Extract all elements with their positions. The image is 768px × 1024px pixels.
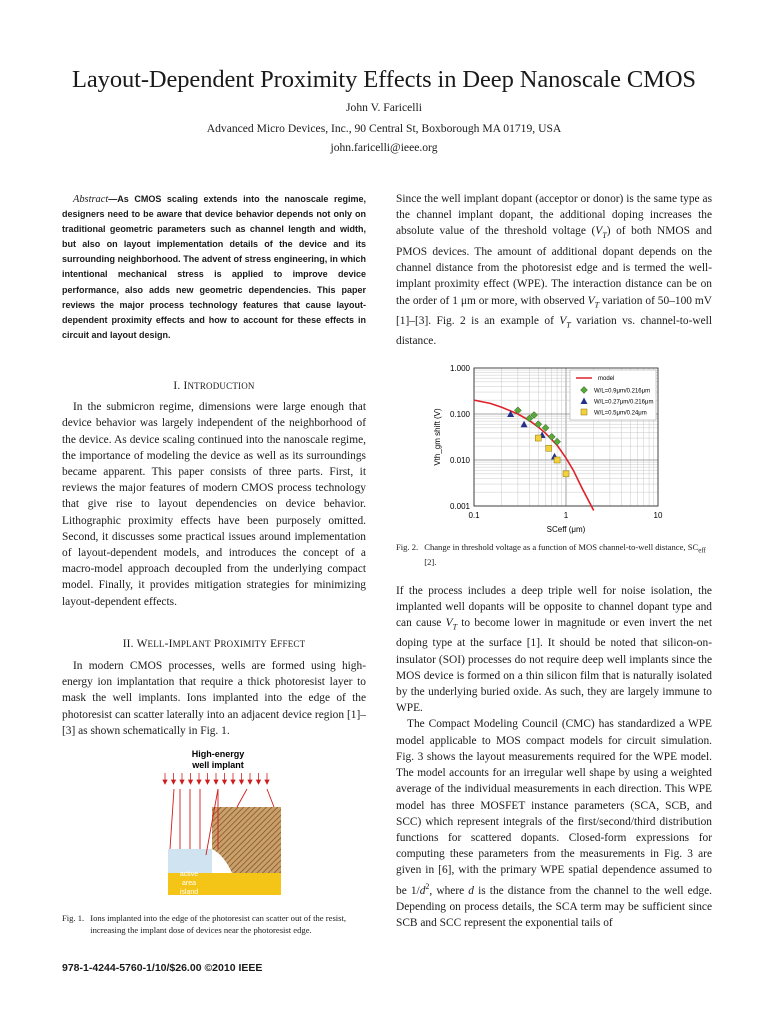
author-affiliation: Advanced Micro Devices, Inc., 90 Central St, Boxborough MA 01719, USA (206, 122, 562, 135)
right-paragraph-3: The Compact Modeling Council (CMC) has standardized a WPE model applicable to MOS compact models for circuit simulation. Fig. 3 shows the layout measurements required for the WPE model. The model accounts for an irregular well shape by using a weighted average of the individual measurements in each direction. This WPE model has three MOSFET instance parameters (SCA, SCB, and SCC) which represent integrals of the first/second/third distribution functions for scattered dopants. Closed-form expressions for computing these parameters from the measurements in Fig. 3 are given in [6], with the primary WPE spatial dependence assumed to be $1/d^2$, where d is the distance from the channel to the well edge. Depending on process details, the SCA term may be sufficient since SCB and SCC represent the exponential tails of (396, 718, 712, 929)
data-point-square (535, 435, 541, 441)
x-tick-label: 1 (563, 510, 569, 520)
x-tick-label: 0.1 (468, 510, 480, 520)
figure-2-caption (396, 542, 712, 569)
implant-arrow (248, 780, 252, 784)
implant-arrow (189, 780, 193, 784)
legend-entry: model (598, 375, 615, 382)
region-label-line2: area (181, 880, 197, 887)
y-tick-label: 1.000 (449, 363, 470, 373)
right-paragraph-1: Since the well implant dopant (acceptor or donor) is the same type as the channel implant dopant, the additional doping increases the absolute value of the threshold voltage $(V_T)$ of both NMOS and PMOS devices. The amount of additional dopant depends on the channel distance from the photoresist edge and is termed the well-implant proximity effect (WPE). The interaction distance can be on the order of 1 μm or more, with observed $V_T$ variation of 50–100 mV [1]–[3]. Fig. 2 is an example of $V_T$ variation vs. channel-to-well distance. (396, 193, 712, 348)
implant-arrow (206, 780, 210, 784)
implant-arrow (231, 780, 235, 784)
legend-entry: W/L=0.27μm/0.216μm (594, 399, 654, 406)
figure-1-caption (62, 913, 366, 936)
figure-1-label: Fig. 1. (62, 913, 85, 923)
right-paragraph-2: If the process includes a deep triple well for noise isolation, the implanted well dopants will be opposite to channel dopant type and can cause $V_T$ to become lower in magnitude or even invert the net doping type at the surface [1]. It should be noted that silicon-on-insulator (SOI) processes do not require deep well implants since the MOS device is formed on a thin silicon film that is naturally isolated by the underlying buried oxide. As such, they are largely immune to WPE. (396, 584, 712, 715)
data-point-diamond (535, 420, 542, 427)
data-point-square (581, 409, 587, 415)
implant-arrow (257, 780, 261, 784)
implant-arrow (197, 780, 201, 784)
y-tick-label: 0.001 (449, 501, 470, 511)
figure-1-title-line1: High-energy (191, 749, 245, 759)
figure-2-label: Fig. 2. (396, 541, 419, 552)
section-heading-wpe: II. WELL-IMPLANT PROXIMITY EFFECT (122, 637, 306, 650)
figure-2-chart (396, 360, 712, 536)
y-axis-label: Vth_gm shift (V) (433, 407, 442, 466)
figure-1-caption-text: Ions implanted into the edge of the photoresist can scatter out of the resist, increasing the implant dose of devices near the photoresist edge. (90, 913, 347, 935)
implant-arrow (163, 780, 167, 784)
data-point-square (563, 471, 569, 477)
y-tick-label: 0.100 (449, 409, 470, 419)
right-column (396, 191, 712, 931)
photoresist-block (212, 807, 281, 873)
implant-arrow (265, 780, 269, 784)
implant-arrow (180, 780, 184, 784)
figure-1-title-line2: well implant (192, 760, 244, 770)
data-point-diamond (554, 438, 561, 445)
x-axis-label: SCeff (μm) (546, 524, 586, 534)
region-label-line3: island (179, 889, 199, 896)
wpe-paragraph: In modern CMOS processes, wells are formed using high-energy ion implantation that require a thick photoresist layer to mask the well implants. Ions implanted into the edge of the photoresist can scatter laterally into an adjacent device region [1]–[3] as shown schematically in Fig. 1. (62, 659, 366, 737)
figure-1-diagram (62, 745, 366, 905)
figure-2-caption-text: Change in threshold voltage as a function of MOS channel-to-well distance, $SC_{eff}$ [2]. (424, 541, 706, 567)
legend-entry: W/L=0.5μm/0.24μm (594, 410, 647, 417)
introduction-paragraph: In the submicron regime, dimensions were large enough that device behavior was largely independent of the neighborhood of the device. As device scaling continued into the nanoscale regime, the importance of modeling the device as well as its surroundings became apparent. This paper consists of three parts. First, it reviews the major features of modern CMOS process technology that give rise to layout dependencies on device behavior. Lithographic proximity effects have been purposely omitted. Second, it discusses some practical issues around implementation of layout-dependent models, and introduces the concept of a macro-model approach decoupled from the underlying compact model. Finally, it provides mitigation strategies for minimizing layout-dependent effects. (62, 401, 366, 608)
section-heading-introduction: I. INTRODUCTION (173, 379, 255, 392)
implant-arrows (163, 773, 269, 784)
left-column (62, 192, 366, 936)
data-point-diamond (548, 433, 555, 440)
active-area-island (168, 849, 212, 873)
y-tick-label: 0.010 (449, 455, 470, 465)
abstract (62, 192, 366, 343)
legend-entry: W/L=0.9μm/0.216μm (594, 388, 651, 395)
implant-arrow (240, 780, 244, 784)
abstract-lead: Abstract (73, 194, 109, 205)
author-email: john.faricelli@ieee.org (330, 141, 438, 154)
abstract-text: —As CMOS scaling extends into the nanoscale regime, designers need to be aware that device behavior depends not only on traditional geometric parameters such as channel length and width, but also on layout implementation details of the device and its surrounding neighborhood. The advent of stress engineering, in which intentional mechanical stress is applied to improve device performance, also adds new geometric dependencies. This paper reviews the major process technology features that cause layout-dependent proximity effects and how to account for these effects in circuit and layout design. (62, 194, 366, 340)
region-label-line1: active (179, 871, 199, 878)
paper-title: Layout-Dependent Proximity Effects in Deep Nanoscale CMOS (72, 66, 696, 93)
copyright-footer: 978-1-4244-5760-1/10/$26.00 ©2010 IEEE (62, 962, 263, 974)
x-tick-label: 10 (653, 510, 663, 520)
implant-arrow (223, 780, 227, 784)
author-name: John V. Faricelli (346, 101, 422, 114)
data-point-square (546, 445, 552, 451)
data-point-square (554, 457, 560, 463)
implant-arrow (214, 780, 218, 784)
implant-arrow (172, 780, 176, 784)
